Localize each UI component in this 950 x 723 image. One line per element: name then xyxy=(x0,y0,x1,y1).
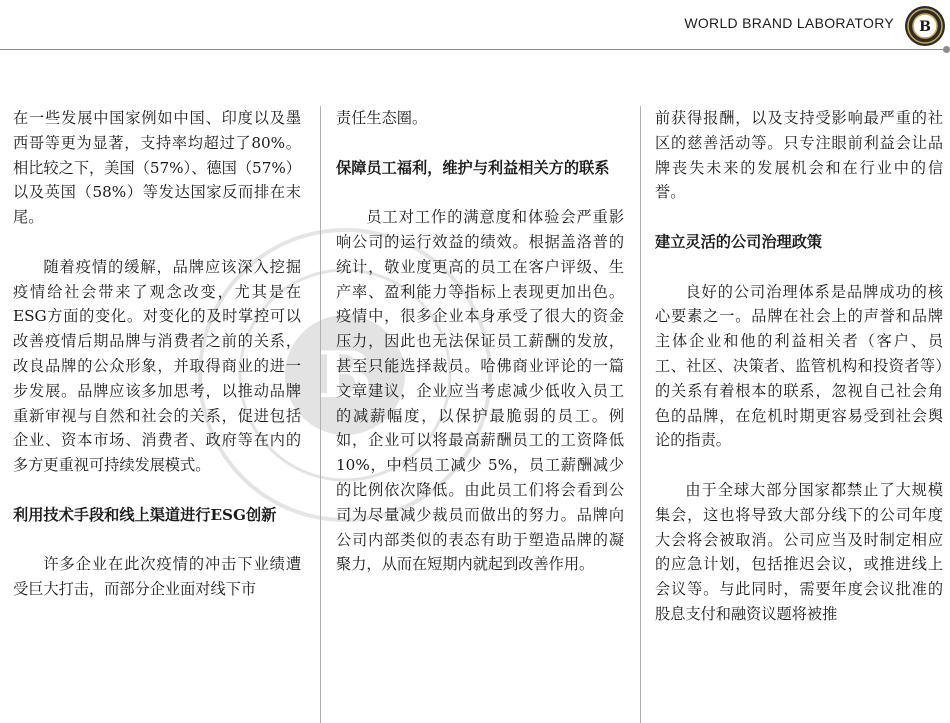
article-column-1 xyxy=(13,106,301,602)
section-heading: 利用技术手段和线上渠道进行ESG创新 xyxy=(13,505,277,524)
header-brand: WORLD BRAND LABORATORY xyxy=(684,15,894,31)
article-column-3 xyxy=(655,106,943,627)
paragraph: 前获得报酬，以及支持受影响最严重的社区的慈善活动等。只专注眼前利益会让品牌丧失未来的发展机会和在行业中的信誉。 xyxy=(655,109,943,202)
column-divider xyxy=(640,106,641,723)
column-divider xyxy=(320,106,321,723)
header-rule-end xyxy=(943,46,950,53)
paragraph: 良好的公司治理体系是品牌成功的核心要素之一。品牌在社会上的声誉和品牌主体企业和他的利益相关者（客户、员工、社区、决策者、监管机构和投资者等）的关系有着根本的联系，忽视自己社会角色的品牌，在危机时期更容易受到社会舆论的指责。 xyxy=(655,282,943,450)
paragraph: 由于全球大部分国家都禁止了大规模集会，这也将导致大部分线下的公司年度大会将会被取消。公司应当及时制定相应的应急计划，包括推迟会议，或推进线上会议等。与此同时，需要年度会议批准的股息支付和融资议题将被推 xyxy=(655,480,943,623)
world-brand-laboratory-logo-icon xyxy=(904,5,946,47)
paragraph: 员工对工作的满意度和体验会严重影响公司的运行效益的绩效。根据盖洛普的统计，敬业度更高的员工在客户评级、生产率、盈利能力等指标上表现更加出色。疫情中，很多企业本身承受了很大的资金压力，因此也无法保证员工薪酬的发放，甚至只能选择裁员。哈佛商业评论的一篇文章建议，企业应当考虑减少低收入员工的减薪幅度，以保护最脆弱的员工。例如，企业可以将最高薪酬员工的工资降低 10%，中档员工减少 5%，员工薪酬减少的比例依次降低。由此员工们将会看到公司为尽量减少裁员而做出的努力。品牌向公司内部类似的表态有助于塑造品牌的凝聚力，从而在短期内就起到改善作用。 xyxy=(336,208,624,574)
header-rule xyxy=(0,49,948,50)
section-heading: 建立灵活的公司治理政策 xyxy=(655,232,823,251)
paragraph: 许多企业在此次疫情的冲击下业绩遭受巨大打击，而部分企业面对线下市 xyxy=(13,555,301,599)
watermark-letter: B xyxy=(317,338,373,413)
article-column-2 xyxy=(336,106,624,577)
paragraph: 随着疫情的缓解，品牌应该深入挖掘疫情给社会带来了观念改变，尤其是在ESG方面的变化。对变化的及时掌控可以改善疫情后期品牌与消费者之前的关系，改良品牌的公众形象，并取得商业的进一步发展。品牌应该多加思考，以推动品牌重新审视与自然和社会的关系，促进包括企业、资本市场、消费者、政府等在内的多方更重视可持续发展模式。 xyxy=(13,257,301,475)
paragraph: 责任生态圈。 xyxy=(336,109,428,127)
section-heading: 保障员工福利，维护与利益相关方的联系 xyxy=(336,158,610,177)
logo-letter: B xyxy=(919,19,931,35)
paragraph: 在一些发展中国家例如中国、印度以及墨西哥等更为显著，支持率均超过了80%。相比较之下，美国（57%）、德国（57%）以及英国（58%）等发达国家反而排在末尾。 xyxy=(13,109,301,227)
